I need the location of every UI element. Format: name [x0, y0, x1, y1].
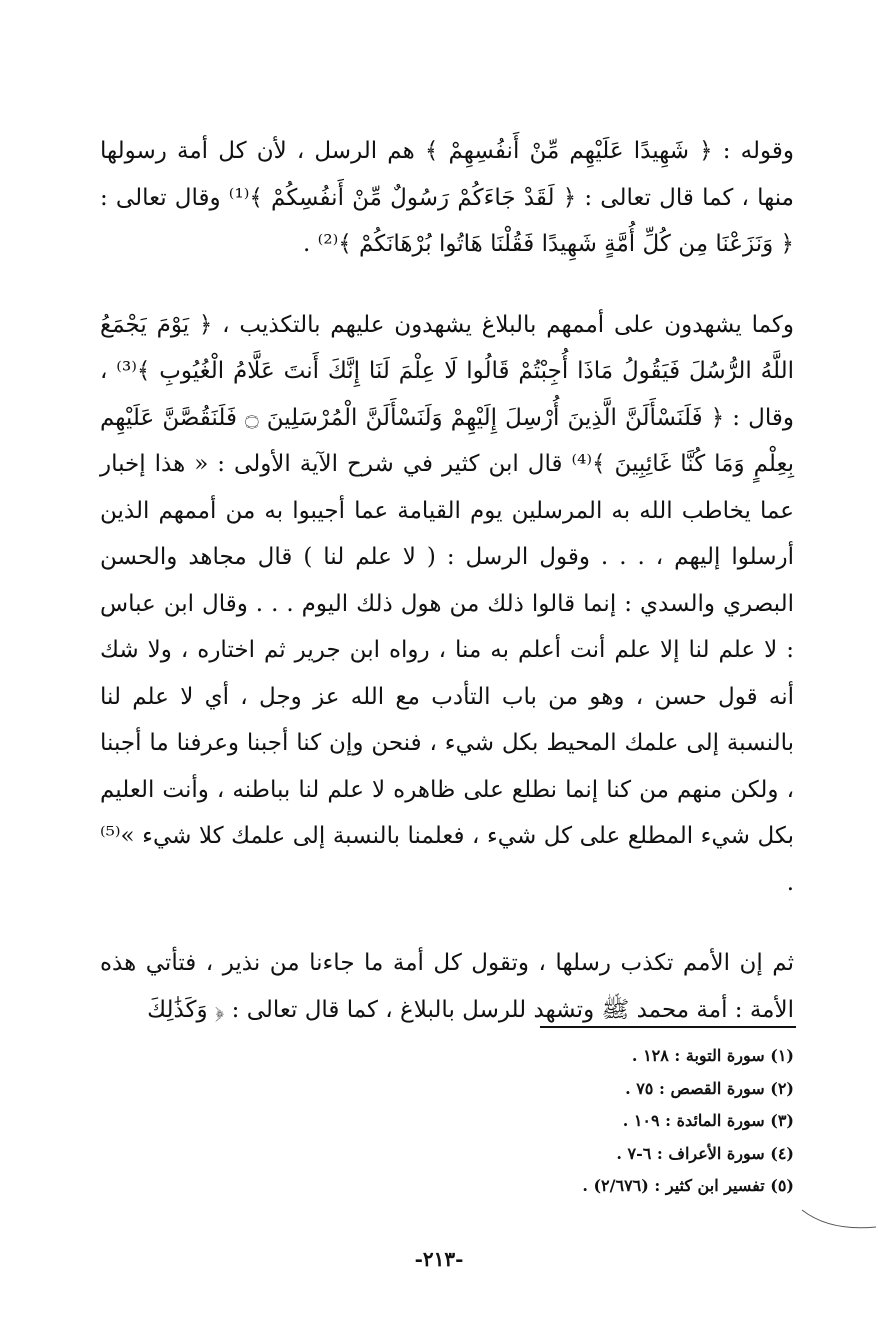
footnote-3: (٣) سورة المائدة : ١٠٩ . [622, 1111, 794, 1130]
page-curl-mark [800, 1180, 878, 1240]
paragraph-3: ثم إن الأمم تكذب رسلها ، وتقول كل أمة ما جاءنا من نذير ، فتأتي هذه الأمة : أمة محمد ﷺ وتشهد للرسل بالبلاغ ، كما قال تعالى : ﴿ وَكَذَٰلِكَ [100, 950, 794, 1023]
footnotes [374, 1040, 794, 1203]
footnote-1: (١) سورة التوبة : ١٢٨ . [631, 1046, 794, 1065]
paragraph-1: وقوله : ﴿ شَهِيدًا عَلَيْهِم مِّنْ أَنفُسِهِمْ ﴾ هم الرسل ، لأن كل أمة رسولها منها ، كما قال تعالى : ﴿ لَقَدْ جَاءَكُمْ رَسُولٌ مِّنْ أَنفُسِكُمْ ﴾⁽¹⁾ وقال تعالى : ﴿ وَنَزَعْنَا مِن كُلِّ أُمَّةٍ شَهِيدًا فَقُلْنَا هَاتُوا بُرْهَانَكُمْ ﴾⁽²⁾ . [100, 138, 794, 257]
footnote-4: (٤) سورة الأعراف : ٦-٧ . [616, 1143, 794, 1163]
footnote-divider [540, 1026, 796, 1028]
main-text [100, 128, 794, 1033]
paragraph-2: وكما يشهدون على أممهم بالبلاغ يشهدون عليهم بالتكذيب ، ﴿ يَوْمَ يَجْمَعُ اللَّهُ الرُّسُلَ فَيَقُولُ مَاذَا أُجِبْتُمْ قَالُوا لَا عِلْمَ لَنَا إِنَّكَ أَنتَ عَلَّامُ الْغُيُوبِ ﴾⁽³⁾ ، وقال : ﴿ فَلَنَسْأَلَنَّ الَّذِينَ أُرْسِلَ إِلَيْهِمْ وَلَنَسْأَلَنَّ الْمُرْسَلِينَ ۝ فَلَنَقُصَّنَّ عَلَيْهِم بِعِلْمٍ وَمَا كُنَّا غَائِبِينَ ﴾⁽⁴⁾ قال ابن كثير في شرح الآية الأولى : « هذا إخبار عما يخاطب الله به المرسلين يوم القيامة عما أجيبوا به من أممهم الذين أرسلوا إليهم ، . . . وقول الرسل : ( لا علم لنا ) قال مجاهد والحسن البصري والسدي : إنما قالوا ذلك من هول ذلك اليوم . . . وقال ابن عباس : لا علم لنا إلا علم أنت أعلم به منا ، رواه ابن جرير ثم اختاره ، ولا شك أنه قول حسن ، وهو من باب التأدب مع الله عز وجل ، أي لا علم لنا بالنسبة إلى علمك المحيط بكل شيء ، فنحن وإن كنا أجبنا وعرفنا ما أجبنا ، ولكن منهم من كنا إنما نطلع على ظاهره لا علم لنا بباطنه ، وأنت العليم بكل شيء المطلع على كل شيء ، فعلمنا بالنسبة إلى علمك كلا شيء »⁽⁵⁾ . [100, 311, 795, 896]
footnote-5: (٥) تفسير ابن كثير : (٢/٦٧٦) . [582, 1176, 794, 1195]
page-number: -٢١٣- [414, 1247, 464, 1271]
footnote-2: (٢) سورة القصص : ٧٥ . [625, 1078, 794, 1098]
